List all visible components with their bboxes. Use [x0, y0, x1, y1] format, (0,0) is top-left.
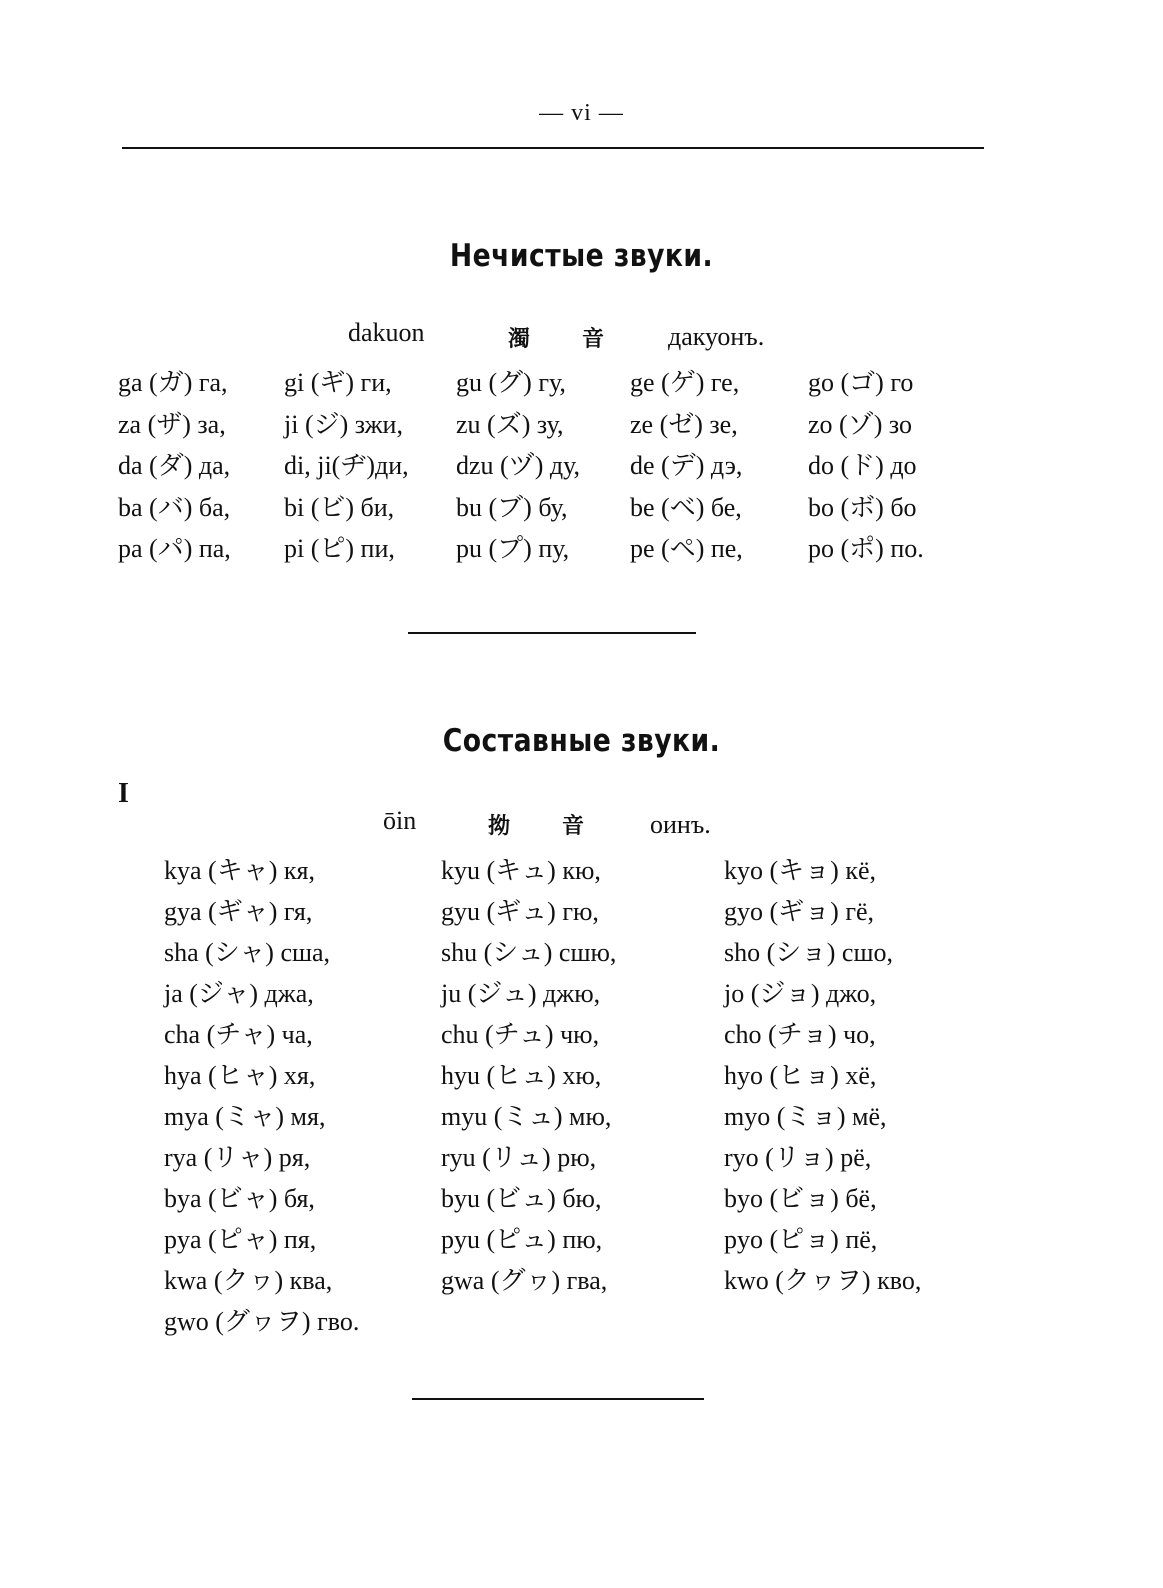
syllable-cell: kya (キャ) кя, [164, 856, 315, 885]
syllable-cell: gyo (ギョ) гё, [724, 897, 875, 926]
syllable-cell: shu (シュ) сшю, [441, 938, 617, 967]
page-number: — vi — [539, 100, 624, 126]
syllable-cell: ba (バ) ба, [118, 492, 231, 522]
syllable-cell: pe (ペ) пе, [630, 534, 743, 563]
syllable-cell: dzu (ヅ) ду, [456, 451, 580, 480]
syllable-cell: za (ザ) за, [118, 409, 226, 439]
syllable-cell: sha (シャ) сша, [164, 938, 331, 967]
syllable-cell: do (ド) до [808, 451, 917, 480]
syllable-cell: gwo (グヮヲ) гво. [164, 1307, 360, 1336]
syllable-cell: di, ji(ヂ)ди, [284, 451, 409, 480]
syllable-cell: chu (チュ) чю, [441, 1020, 600, 1049]
syllable-cell: zu (ズ) зу, [456, 409, 564, 439]
syllable-cell: ryu (リュ) рю, [441, 1143, 597, 1172]
syllable-cell: ju (ジュ) джю, [441, 979, 601, 1008]
top-rule [122, 147, 984, 149]
syllable-cell: ja (ジャ) джа, [164, 979, 314, 1008]
syllable-cell: mya (ミャ) мя, [164, 1102, 326, 1131]
syllable-cell: ryo (リョ) рё, [724, 1143, 872, 1172]
section-title-dakuon: Нечистые звуки. [449, 238, 714, 274]
syllable-cell: kyu (キュ) кю, [441, 856, 601, 885]
syllable-cell: pya (ピャ) пя, [164, 1225, 317, 1254]
syllable-cell: pu (プ) пу, [456, 534, 570, 563]
syllable-cell: ji (ジ) зжи, [284, 409, 403, 439]
subheading-romaji: dakuon [348, 318, 425, 347]
syllable-cell: be (ベ) бе, [630, 492, 742, 522]
syllable-cell: gi (ギ) ги, [284, 368, 392, 397]
syllable-cell: cha (チャ) ча, [164, 1020, 313, 1049]
syllable-cell: cho (チョ) чо, [724, 1020, 876, 1049]
syllable-cell: gya (ギャ) гя, [164, 897, 313, 926]
syllable-cell: myu (ミュ) мю, [441, 1102, 612, 1131]
syllable-cell: bo (ボ) бо [808, 492, 917, 522]
syllable-cell: pi (ピ) пи, [284, 534, 395, 563]
syllable-cell: kwo (クヮヲ) кво, [724, 1266, 922, 1295]
syllable-cell: kwa (クヮ) ква, [164, 1266, 333, 1295]
subheading-kanji-1: 拗 [488, 814, 511, 839]
syllable-cell: gwa (グヮ) гва, [441, 1266, 608, 1295]
syllable-cell: hyo (ヒョ) хё, [724, 1061, 877, 1090]
syllable-cell: de (デ) дэ, [630, 451, 743, 480]
syllable-cell: zo (ゾ) зо [808, 409, 912, 439]
syllable-cell: ze (ゼ) зе, [630, 409, 738, 439]
syllable-cell: rya (リャ) ря, [164, 1143, 311, 1172]
syllable-cell: pa (パ) па, [118, 534, 231, 563]
section-divider-1 [408, 632, 696, 634]
syllable-cell: bu (ブ) бу, [456, 492, 568, 522]
subheading-romaji: ōin [383, 806, 417, 835]
section-title-compound: Составные звуки. [442, 723, 721, 759]
syllable-cell: da (ダ) да, [118, 451, 231, 480]
syllable-cell: pyo (ピョ) пё, [724, 1225, 878, 1254]
syllable-cell: sho (ショ) сшо, [724, 938, 893, 967]
section-divider-2 [412, 1398, 704, 1400]
syllable-cell: hya (ヒャ) хя, [164, 1061, 316, 1090]
syllable-cell: po (ポ) по. [808, 534, 924, 563]
syllable-cell: jo (ジョ) джо, [724, 979, 877, 1008]
syllable-cell: byo (ビョ) бё, [724, 1184, 877, 1213]
subheading-kanji-2: 音 [562, 814, 585, 839]
syllable-cell: bya (ビャ) бя, [164, 1184, 315, 1213]
syllable-cell: byu (ビュ) бю, [441, 1184, 602, 1213]
syllable-cell: myo (ミョ) мё, [724, 1102, 887, 1131]
syllable-cell: gyu (ギュ) гю, [441, 897, 599, 926]
subheading-russian: дакуонъ. [668, 322, 765, 351]
syllable-cell: kyo (キョ) кё, [724, 856, 876, 885]
subheading-russian: оинъ. [650, 810, 711, 839]
subheading-kanji-1: 濁 [508, 327, 531, 352]
syllable-cell: gu (グ) гу, [456, 368, 566, 397]
syllable-cell: go (ゴ) го [808, 368, 914, 397]
syllable-cell: pyu (ピュ) пю, [441, 1225, 603, 1254]
section-numeral: I [118, 778, 129, 809]
syllable-cell: bi (ビ) би, [284, 492, 395, 522]
syllable-cell: hyu (ヒュ) хю, [441, 1061, 602, 1090]
syllable-cell: ga (ガ) га, [118, 368, 228, 397]
syllable-cell: ge (ゲ) ге, [630, 368, 740, 397]
subheading-kanji-2: 音 [582, 327, 605, 352]
